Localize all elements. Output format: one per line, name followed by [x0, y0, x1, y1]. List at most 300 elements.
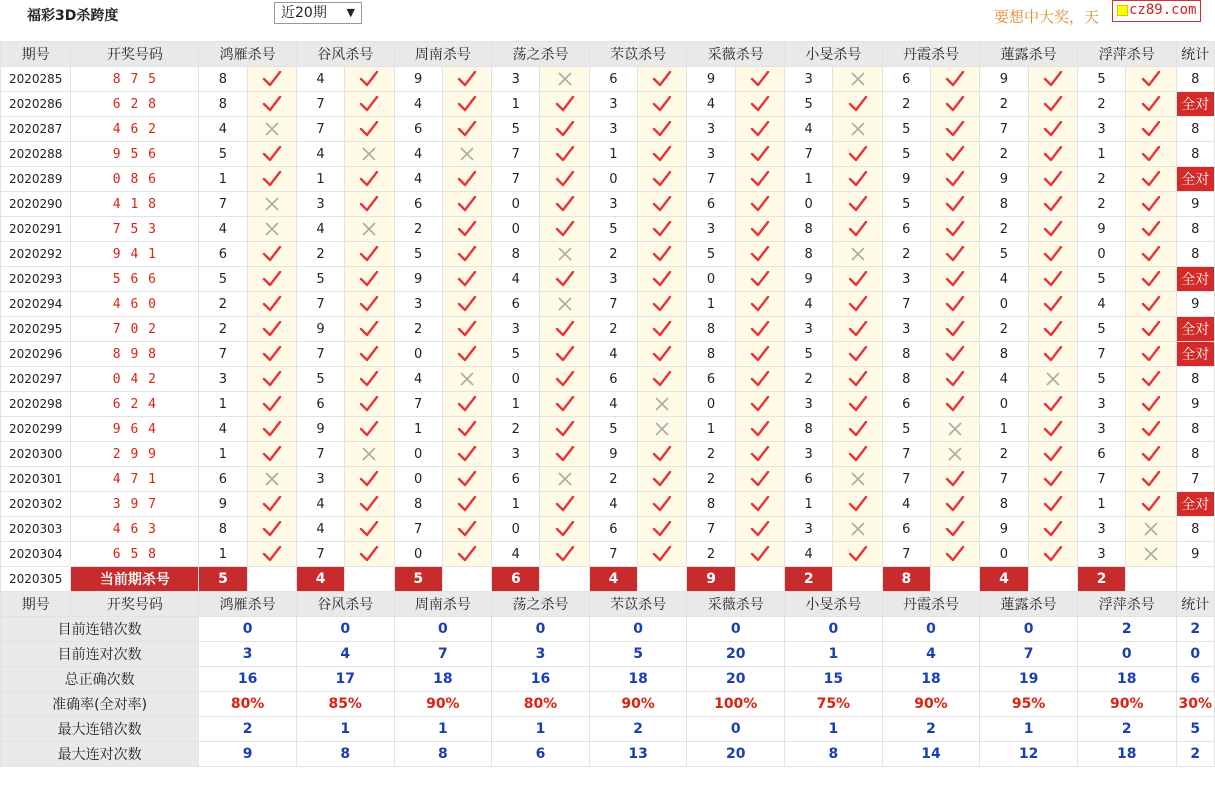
kill-number: 9 [980, 67, 1028, 92]
kill-number: 4 [296, 67, 344, 92]
correct-mark [735, 317, 784, 342]
correct-mark [638, 267, 687, 292]
kill-number: 2 [687, 442, 735, 467]
kill-number: 3 [687, 142, 735, 167]
check-icon [652, 521, 672, 537]
draw-numbers: 3 9 7 [71, 492, 199, 517]
correct-mark [1126, 342, 1176, 367]
kill-number: 9 [296, 317, 344, 342]
kill-number: 3 [589, 92, 637, 117]
summary-value: 20 [687, 642, 785, 667]
summary-value: 0 [1077, 642, 1176, 667]
correct-mark [833, 267, 882, 292]
wrong-mark [833, 67, 882, 92]
kill-number: 1 [394, 417, 442, 442]
summary-value: 2 [882, 717, 980, 742]
correct-mark [638, 467, 687, 492]
issue-number: 2020292 [1, 242, 71, 267]
check-icon [652, 446, 672, 462]
draw-numbers: 9 6 4 [71, 417, 199, 442]
check-icon [262, 246, 282, 262]
issue-number: 2020291 [1, 217, 71, 242]
kill-number: 5 [589, 217, 637, 242]
correct-mark [638, 242, 687, 267]
kill-number: 6 [296, 392, 344, 417]
kill-number: 0 [1077, 242, 1125, 267]
wrong-mark [833, 467, 882, 492]
draw-numbers: 0 4 2 [71, 367, 199, 392]
check-icon [1141, 271, 1161, 287]
correct-count: 8 [1176, 417, 1214, 442]
summary-value: 17 [296, 667, 394, 692]
kill-number: 2 [1077, 92, 1125, 117]
kill-number: 5 [1077, 317, 1125, 342]
summary-label: 最大连对次数 [1, 742, 199, 767]
check-icon [750, 71, 770, 87]
cross-icon [557, 471, 573, 487]
check-icon [750, 496, 770, 512]
kill-number: 3 [687, 117, 735, 142]
correct-mark [930, 492, 979, 517]
column-header: 采薇杀号 [687, 592, 785, 617]
check-icon [750, 171, 770, 187]
check-icon [359, 471, 379, 487]
all-correct-badge: 全对 [1176, 267, 1214, 292]
correct-mark [833, 417, 882, 442]
check-icon [1141, 221, 1161, 237]
correct-mark [442, 217, 491, 242]
wrong-mark [1126, 517, 1176, 542]
kill-number: 0 [980, 392, 1028, 417]
kill-number: 4 [882, 492, 930, 517]
kill-number: 7 [882, 442, 930, 467]
draw-numbers: 4 6 2 [71, 117, 199, 142]
kill-number: 6 [882, 67, 930, 92]
correct-mark [1126, 367, 1176, 392]
wrong-mark [540, 292, 589, 317]
check-icon [555, 546, 575, 562]
issue-number: 2020303 [1, 517, 71, 542]
kill-number: 7 [785, 142, 833, 167]
correct-mark [638, 317, 687, 342]
issue-number: 2020286 [1, 92, 71, 117]
period-select-value: 近20期 [281, 5, 327, 21]
kill-number: 5 [882, 117, 930, 142]
kill-number: 2 [980, 92, 1028, 117]
summary-value: 1 [394, 717, 492, 742]
kill-number: 7 [882, 292, 930, 317]
kill-number: 7 [296, 117, 344, 142]
issue-number: 2020299 [1, 417, 71, 442]
kill-number: 2 [199, 292, 247, 317]
kill-number: 6 [882, 392, 930, 417]
correct-count: 9 [1176, 542, 1214, 567]
correct-mark [930, 517, 979, 542]
correct-mark [345, 342, 394, 367]
kill-number: 7 [296, 92, 344, 117]
issue-number: 2020293 [1, 267, 71, 292]
check-icon [1141, 96, 1161, 112]
kill-number: 9 [394, 67, 442, 92]
current-kill-number: 5 [199, 567, 247, 592]
empty-cell [540, 567, 589, 592]
empty-cell [638, 567, 687, 592]
check-icon [945, 471, 965, 487]
summary-value: 19 [980, 667, 1078, 692]
kill-number: 7 [882, 542, 930, 567]
cross-icon [361, 221, 377, 237]
check-icon [262, 296, 282, 312]
issue-number: 2020285 [1, 67, 71, 92]
kill-number: 7 [589, 542, 637, 567]
check-icon [1141, 446, 1161, 462]
check-icon [750, 346, 770, 362]
empty-cell [1176, 567, 1214, 592]
correct-mark [442, 467, 491, 492]
check-icon [848, 371, 868, 387]
kill-number: 6 [589, 367, 637, 392]
check-icon [1043, 296, 1063, 312]
summary-value: 2 [1176, 742, 1214, 767]
check-icon [457, 246, 477, 262]
table-row [1, 92, 1215, 117]
check-icon [1141, 346, 1161, 362]
column-header: 芣苡杀号 [589, 592, 687, 617]
top-bar [0, 0, 1215, 38]
summary-value: 8 [785, 742, 883, 767]
kill-number: 3 [1077, 542, 1125, 567]
kill-number: 2 [589, 467, 637, 492]
check-icon [457, 96, 477, 112]
summary-value: 0 [980, 617, 1078, 642]
site-logo[interactable] [1112, 0, 1201, 22]
summary-value: 2 [1077, 617, 1176, 642]
table-row [1, 217, 1215, 242]
kill-number: 6 [1077, 442, 1125, 467]
check-icon [359, 396, 379, 412]
correct-mark [442, 117, 491, 142]
correct-mark [247, 167, 296, 192]
check-icon [555, 421, 575, 437]
promo-text[interactable]: 要想中大奖，天 [994, 8, 1100, 26]
check-icon [848, 496, 868, 512]
issue-number: 2020289 [1, 167, 71, 192]
kill-number: 8 [199, 92, 247, 117]
check-icon [750, 446, 770, 462]
check-icon [262, 371, 282, 387]
kill-number: 7 [882, 467, 930, 492]
summary-value: 8 [296, 742, 394, 767]
kill-number: 0 [492, 517, 540, 542]
summary-value: 20 [687, 667, 785, 692]
kill-number: 1 [492, 92, 540, 117]
correct-mark [540, 217, 589, 242]
check-icon [750, 121, 770, 137]
column-header: 鸿雁杀号 [199, 42, 297, 67]
correct-mark [930, 67, 979, 92]
check-icon [945, 71, 965, 87]
summary-value: 5 [1176, 717, 1214, 742]
correct-mark [638, 217, 687, 242]
correct-mark [540, 267, 589, 292]
kill-number: 4 [1077, 292, 1125, 317]
draw-numbers: 8 7 5 [71, 67, 199, 92]
empty-cell [247, 567, 296, 592]
issue-number: 2020296 [1, 342, 71, 367]
check-icon [262, 96, 282, 112]
kill-number: 4 [687, 92, 735, 117]
correct-count: 8 [1176, 67, 1214, 92]
column-header: 荡之杀号 [492, 592, 590, 617]
correct-mark [540, 392, 589, 417]
kill-number: 4 [199, 417, 247, 442]
kill-number: 5 [1077, 367, 1125, 392]
check-icon [262, 396, 282, 412]
kill-number: 1 [589, 142, 637, 167]
cross-icon [850, 471, 866, 487]
summary-row [1, 692, 1215, 717]
period-select[interactable] [274, 2, 362, 24]
check-icon [652, 296, 672, 312]
draw-numbers: 7 0 2 [71, 317, 199, 342]
correct-mark [833, 192, 882, 217]
check-icon [457, 196, 477, 212]
correct-mark [345, 267, 394, 292]
kill-number: 3 [1077, 392, 1125, 417]
kill-number: 2 [492, 417, 540, 442]
check-icon [1141, 471, 1161, 487]
draw-numbers: 8 9 8 [71, 342, 199, 367]
summary-value: 0 [199, 617, 297, 642]
kill-number: 6 [492, 292, 540, 317]
check-icon [457, 421, 477, 437]
correct-mark [638, 192, 687, 217]
correct-mark [638, 367, 687, 392]
correct-count: 8 [1176, 242, 1214, 267]
kill-number: 3 [492, 317, 540, 342]
kill-number: 7 [687, 167, 735, 192]
check-icon [750, 421, 770, 437]
column-header: 鸿雁杀号 [199, 592, 297, 617]
wrong-mark [1126, 542, 1176, 567]
correct-mark [1126, 417, 1176, 442]
correct-mark [735, 342, 784, 367]
check-icon [848, 96, 868, 112]
issue-number: 2020290 [1, 192, 71, 217]
kill-number: 3 [492, 67, 540, 92]
correct-mark [930, 192, 979, 217]
check-icon [1043, 121, 1063, 137]
kill-number: 4 [492, 542, 540, 567]
summary-value: 5 [589, 642, 687, 667]
summary-value: 90% [394, 692, 492, 717]
check-icon [359, 196, 379, 212]
summary-value: 4 [296, 642, 394, 667]
check-icon [1043, 421, 1063, 437]
kill-number: 4 [785, 292, 833, 317]
check-icon [945, 171, 965, 187]
correct-mark [1028, 267, 1077, 292]
summary-value: 8 [394, 742, 492, 767]
correct-mark [638, 442, 687, 467]
check-icon [262, 321, 282, 337]
kill-number: 0 [589, 167, 637, 192]
correct-mark [1028, 442, 1077, 467]
table-row [1, 267, 1215, 292]
summary-value: 2 [1176, 617, 1214, 642]
check-icon [359, 546, 379, 562]
check-icon [262, 271, 282, 287]
check-icon [848, 196, 868, 212]
summary-value: 30% [1176, 692, 1214, 717]
empty-cell [735, 567, 784, 592]
wrong-mark [1028, 367, 1077, 392]
correct-mark [1126, 67, 1176, 92]
correct-mark [442, 442, 491, 467]
correct-mark [1028, 292, 1077, 317]
correct-mark [833, 217, 882, 242]
kill-number: 2 [980, 142, 1028, 167]
correct-mark [833, 367, 882, 392]
kill-number: 7 [980, 117, 1028, 142]
check-icon [945, 496, 965, 512]
correct-mark [540, 492, 589, 517]
cross-icon [264, 471, 280, 487]
summary-value: 6 [492, 742, 590, 767]
column-header: 采薇杀号 [687, 42, 785, 67]
summary-value: 0 [394, 617, 492, 642]
correct-mark [1126, 142, 1176, 167]
check-icon [848, 271, 868, 287]
check-icon [848, 446, 868, 462]
column-header: 蓮露杀号 [980, 592, 1078, 617]
correct-mark [247, 67, 296, 92]
cross-icon [459, 371, 475, 387]
check-icon [652, 346, 672, 362]
wrong-mark [540, 67, 589, 92]
kill-number: 0 [687, 267, 735, 292]
table-header-row [1, 42, 1215, 67]
kill-number: 6 [589, 517, 637, 542]
table-row [1, 242, 1215, 267]
correct-mark [1028, 142, 1077, 167]
kill-number: 9 [687, 67, 735, 92]
correct-mark [833, 142, 882, 167]
column-header: 谷风杀号 [296, 592, 394, 617]
kill-number: 4 [589, 492, 637, 517]
check-icon [750, 321, 770, 337]
summary-value: 16 [199, 667, 297, 692]
kill-number: 7 [1077, 342, 1125, 367]
correct-mark [247, 417, 296, 442]
check-icon [359, 96, 379, 112]
wrong-mark [930, 417, 979, 442]
wrong-mark [930, 442, 979, 467]
correct-mark [735, 192, 784, 217]
kill-number: 0 [394, 542, 442, 567]
all-correct-badge: 全对 [1176, 317, 1214, 342]
issue-number: 2020298 [1, 392, 71, 417]
correct-mark [442, 342, 491, 367]
kill-number: 3 [785, 317, 833, 342]
correct-mark [735, 417, 784, 442]
correct-mark [1028, 542, 1077, 567]
kill-number: 7 [394, 517, 442, 542]
summary-value: 90% [1077, 692, 1176, 717]
column-header: 统计 [1176, 592, 1214, 617]
kill-number: 4 [296, 517, 344, 542]
all-correct-badge: 全对 [1176, 92, 1214, 117]
kill-number: 5 [1077, 267, 1125, 292]
correct-mark [345, 417, 394, 442]
table-row [1, 517, 1215, 542]
kill-number: 2 [589, 242, 637, 267]
correct-mark [247, 392, 296, 417]
summary-value: 95% [980, 692, 1078, 717]
correct-mark [345, 67, 394, 92]
correct-mark [930, 167, 979, 192]
check-icon [750, 546, 770, 562]
kill-number: 4 [296, 492, 344, 517]
summary-label: 准确率(全对率) [1, 692, 199, 717]
kill-number: 5 [882, 142, 930, 167]
correct-mark [930, 367, 979, 392]
kill-number: 0 [394, 467, 442, 492]
kill-table [0, 41, 1215, 767]
issue-number: 2020300 [1, 442, 71, 467]
summary-value: 7 [394, 642, 492, 667]
kill-number: 8 [687, 317, 735, 342]
check-icon [262, 171, 282, 187]
kill-number: 4 [394, 92, 442, 117]
kill-number: 6 [687, 367, 735, 392]
kill-number: 7 [296, 292, 344, 317]
correct-count: 8 [1176, 442, 1214, 467]
correct-mark [638, 517, 687, 542]
column-header: 统计 [1176, 42, 1214, 67]
summary-label: 总正确次数 [1, 667, 199, 692]
column-header: 开奖号码 [71, 42, 199, 67]
check-icon [750, 221, 770, 237]
correct-mark [1028, 342, 1077, 367]
check-icon [652, 246, 672, 262]
column-header: 期号 [1, 592, 71, 617]
empty-cell [930, 567, 979, 592]
wrong-mark [833, 517, 882, 542]
kill-number: 6 [882, 217, 930, 242]
kill-number: 5 [882, 192, 930, 217]
check-icon [262, 421, 282, 437]
column-header: 浮萍杀号 [1077, 592, 1176, 617]
kill-number: 5 [1077, 67, 1125, 92]
current-kill-number: 8 [882, 567, 930, 592]
correct-mark [540, 192, 589, 217]
correct-mark [540, 367, 589, 392]
kill-number: 3 [589, 267, 637, 292]
current-kill-number: 6 [492, 567, 540, 592]
kill-number: 3 [199, 367, 247, 392]
table-body [1, 42, 1215, 767]
correct-mark [833, 542, 882, 567]
draw-numbers: 2 9 9 [71, 442, 199, 467]
summary-value: 0 [296, 617, 394, 642]
table-header-row [1, 592, 1215, 617]
column-header: 期号 [1, 42, 71, 67]
wrong-mark [540, 467, 589, 492]
draw-numbers: 4 1 8 [71, 192, 199, 217]
check-icon [945, 146, 965, 162]
issue-number: 2020297 [1, 367, 71, 392]
